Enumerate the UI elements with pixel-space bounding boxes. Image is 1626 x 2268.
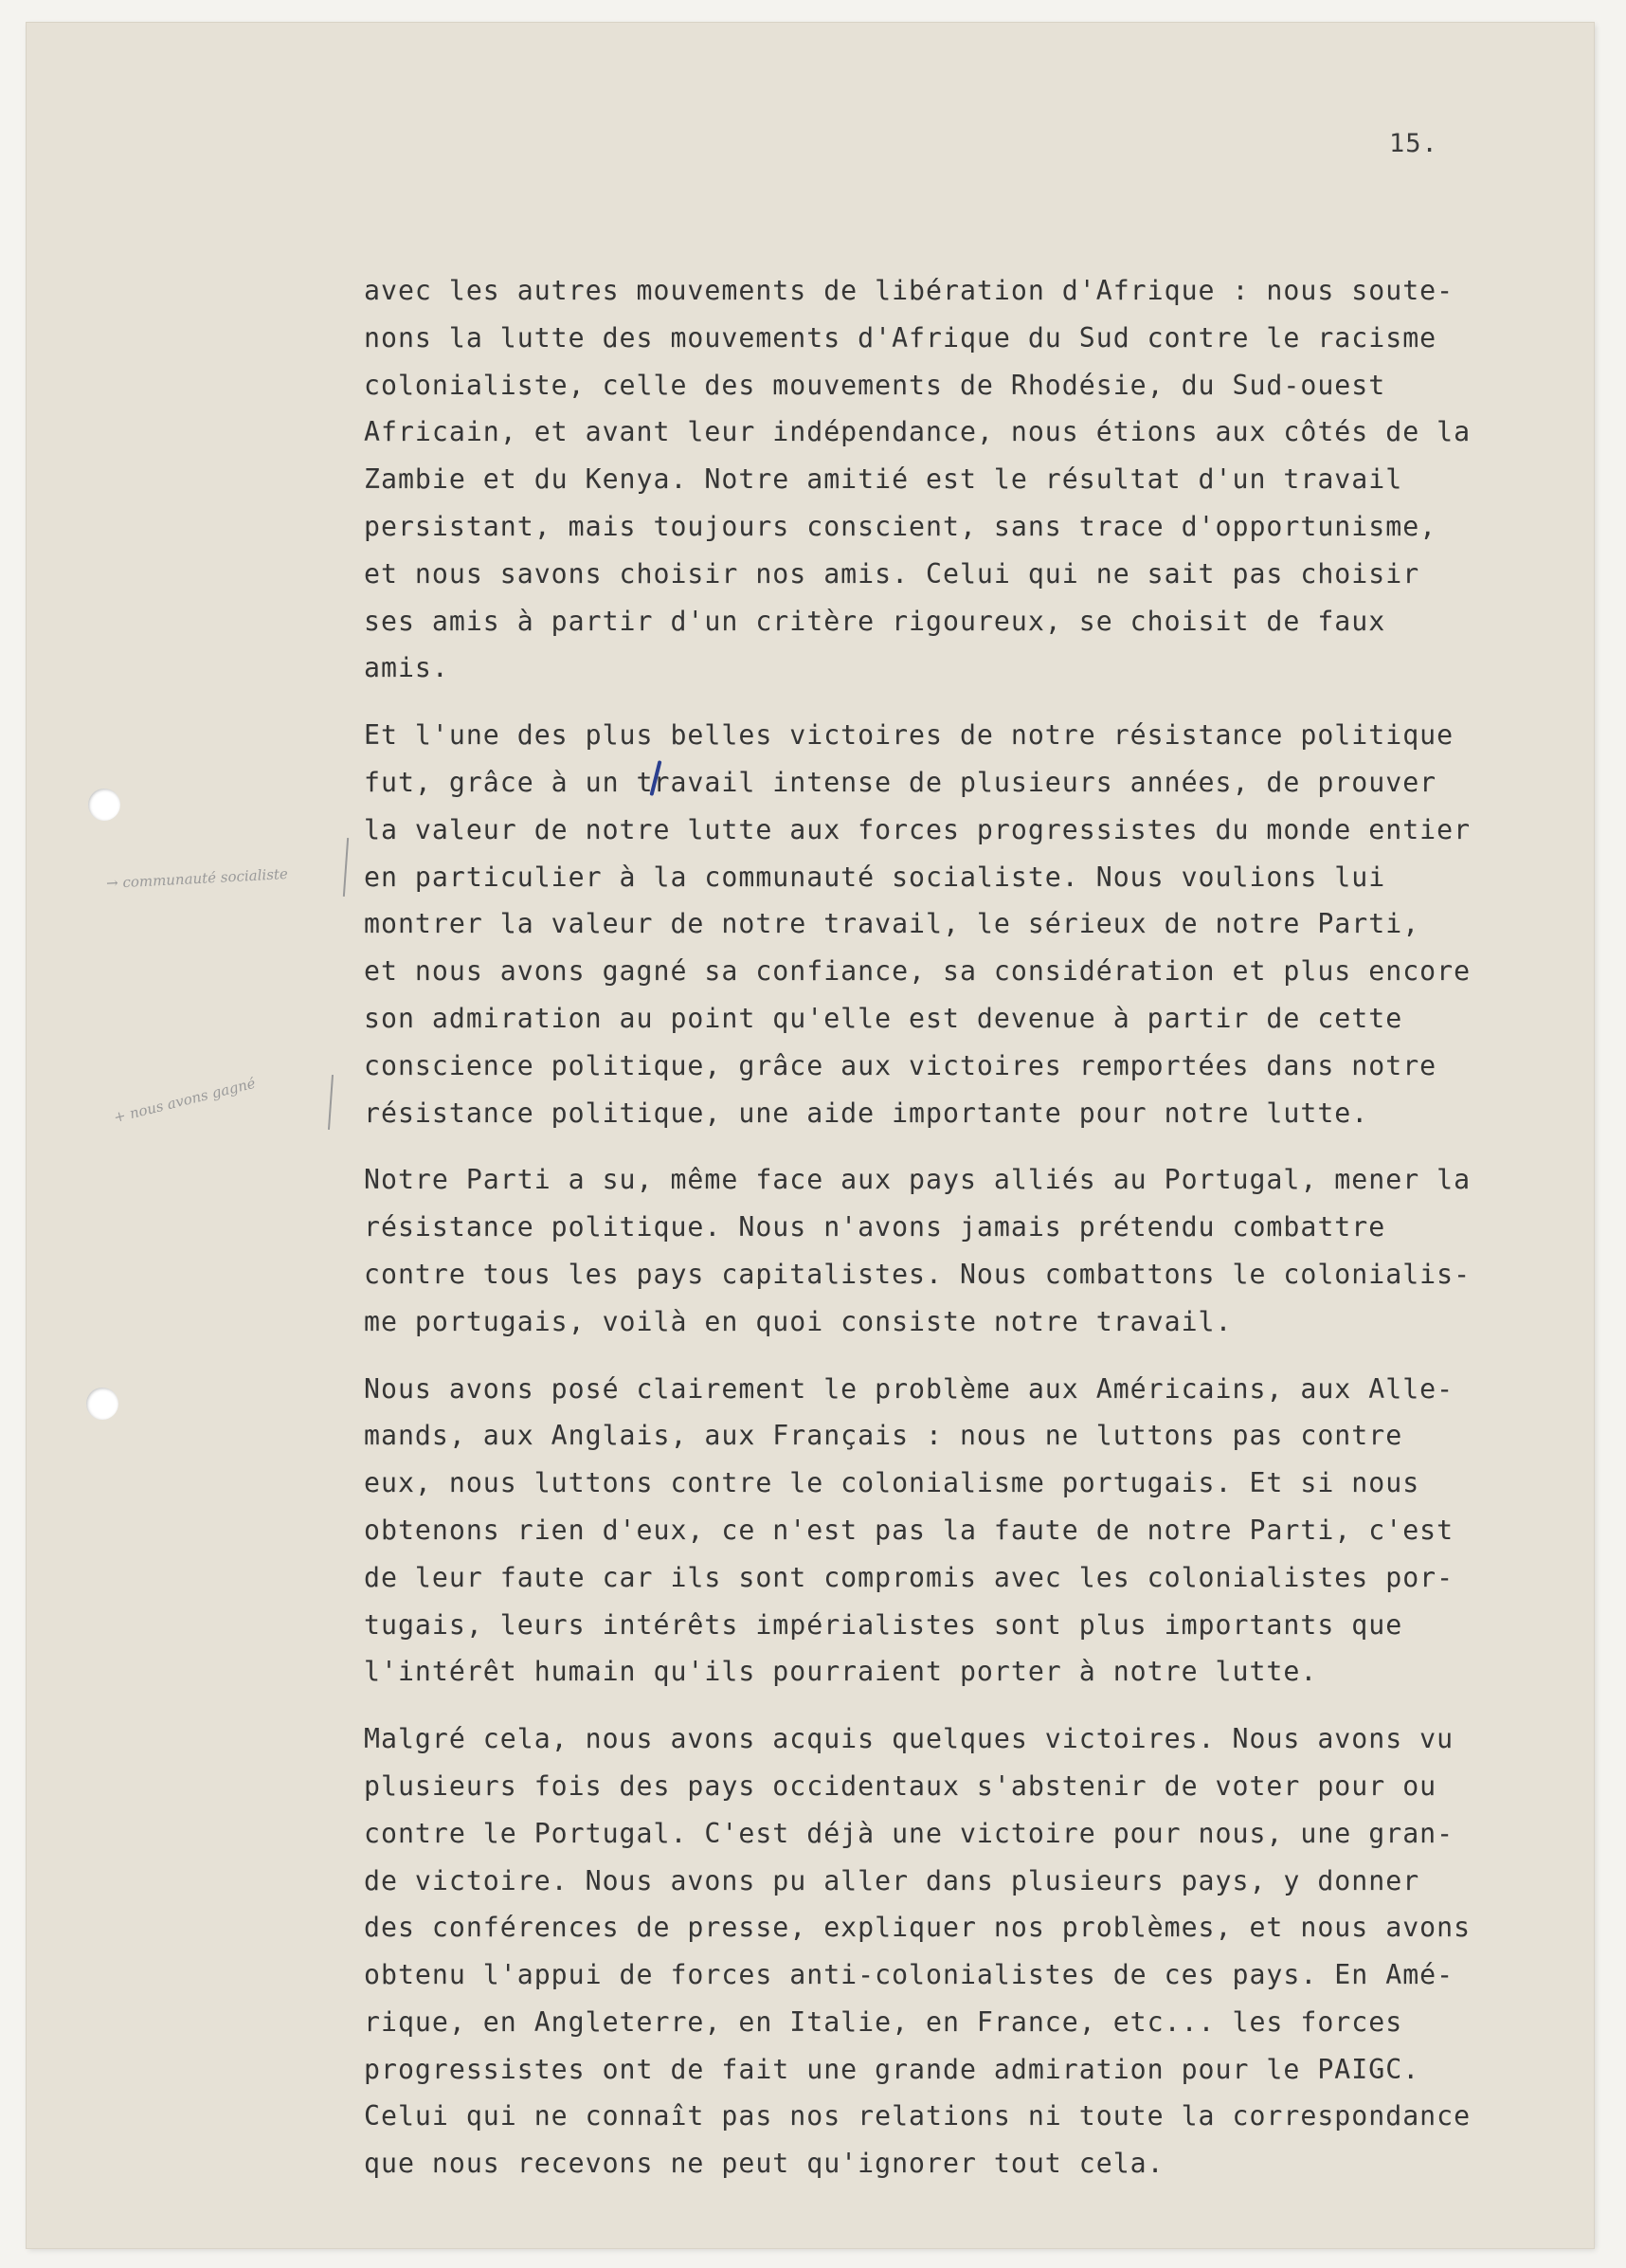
text-line: Et l'une des plus belles victoires de notre résistance politique <box>364 719 1454 752</box>
text-line: progressistes ont de fait une grande admiration pour le PAIGC. <box>364 2053 1420 2085</box>
paragraph <box>364 267 1596 692</box>
punch-hole <box>88 789 120 821</box>
text-line: avec les autres mouvements de libération d'Afrique : nous soute- <box>364 275 1454 306</box>
text-line: me portugais, voilà en quoi consiste notre travail. <box>364 1305 1233 1337</box>
typed-text-body <box>364 267 1596 2207</box>
margin-annotation: → communauté socialiste <box>105 864 289 893</box>
text-line: mands, aux Anglais, aux Français : nous ne luttons pas contre <box>364 1420 1403 1452</box>
punch-hole <box>86 1388 118 1420</box>
text-line: obtenu l'appui de forces anti-colonialistes de ces pays. En Amé- <box>364 1959 1454 1991</box>
text-line: son admiration au point qu'elle est devenue à partir de cette <box>364 1002 1403 1034</box>
text-line: Zambie et du Kenya. Notre amitié est le résultat d'un travail <box>364 463 1403 496</box>
text-line: Nous avons posé clairement le problème aux Américains, aux Alle- <box>364 1372 1454 1405</box>
text-line: contre le Portugal. C'est déjà une victoire pour nous, une gran- <box>364 1817 1454 1849</box>
text-line: résistance politique. Nous n'avons jamais prétendu combattre <box>364 1211 1386 1243</box>
text-line: conscience politique, grâce aux victoires remportées dans notre <box>364 1049 1437 1081</box>
text-line: nons la lutte des mouvements d'Afrique du Sud contre le racisme <box>364 321 1437 354</box>
text-line: Notre Parti a su, même face aux pays alliés au Portugal, mener la <box>364 1164 1472 1196</box>
text-line: Celui qui ne connaît pas nos relations ni toute la correspondance <box>364 2100 1472 2132</box>
text-line: de leur faute car ils sont compromis avec les colonialistes por- <box>364 1561 1454 1593</box>
margin-annotation: + nous avons gagné <box>112 1074 258 1127</box>
text-line: persistant, mais toujours conscient, sans trace d'opportunisme, <box>364 510 1437 542</box>
text-line: ses amis à partir d'un critère rigoureux, se choisit de faux <box>364 605 1386 637</box>
text-line: plusieurs fois des pays occidentaux s'abstenir de voter pour ou <box>364 1769 1437 1802</box>
text-line: et nous savons choisir nos amis. Celui qui ne sait pas choisir <box>364 557 1420 590</box>
paragraph <box>364 1715 1596 2187</box>
paragraph <box>364 1366 1596 1696</box>
paragraph <box>364 712 1596 1136</box>
text-line: de victoire. Nous avons pu aller dans plusieurs pays, y donner <box>364 1864 1420 1896</box>
text-line: Malgré cela, nous avons acquis quelques victoires. Nous avons vu <box>364 1723 1454 1755</box>
text-line: fut, grâce à un travail intense de plusieurs années, de prouver <box>364 766 1437 798</box>
text-line: l'intérêt humain qu'ils pourraient porter à notre lutte. <box>364 1656 1318 1688</box>
text-line: eux, nous luttons contre le colonialisme portugais. Et si nous <box>364 1467 1420 1499</box>
text-line: colonialiste, celle des mouvements de Rhodésie, du Sud-ouest <box>364 369 1386 401</box>
text-line: amis. <box>364 652 449 684</box>
page-number: 15. <box>1389 129 1438 158</box>
text-line: tugais, leurs intérêts impérialistes sont plus importants que <box>364 1608 1403 1641</box>
text-line: Africain, et avant leur indépendance, nous étions aux côtés de la <box>364 416 1472 448</box>
text-line: la valeur de notre lutte aux forces progressistes du monde entier <box>364 813 1472 845</box>
text-line: que nous recevons ne peut qu'ignorer tout cela. <box>364 2148 1165 2180</box>
text-line: en particulier à la communauté socialiste. Nous voulions lui <box>364 861 1386 893</box>
text-line: et nous avons gagné sa confiance, sa considération et plus encore <box>364 955 1472 988</box>
text-line: montrer la valeur de notre travail, le sérieux de notre Parti, <box>364 908 1420 940</box>
text-line: contre tous les pays capitalistes. Nous combattons le colonialis- <box>364 1258 1472 1290</box>
text-line: obtenons rien d'eux, ce n'est pas la faute de notre Parti, c'est <box>364 1514 1454 1546</box>
text-line: résistance politique, une aide importante pour notre lutte. <box>364 1097 1369 1129</box>
paragraph <box>364 1156 1596 1345</box>
text-line: rique, en Angleterre, en Italie, en France, etc... les forces <box>364 2005 1403 2038</box>
text-line: des conférences de presse, expliquer nos problèmes, et nous avons <box>364 1912 1472 1944</box>
